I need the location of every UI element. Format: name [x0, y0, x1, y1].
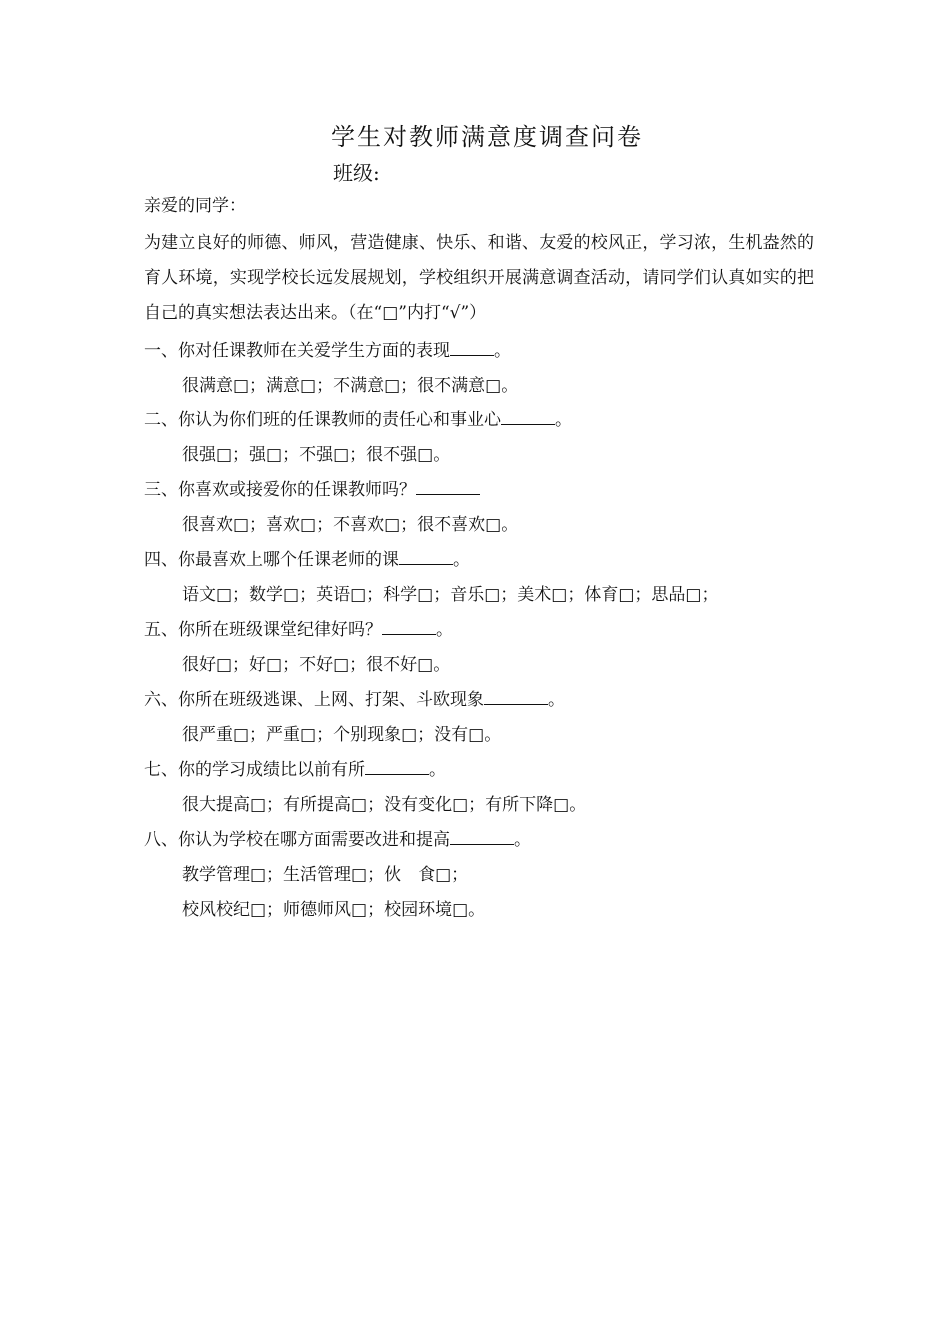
question-4 — [144, 546, 470, 574]
question-8-options-row-1[interactable]: 教学管理□；生活管理□；伙 食□； — [182, 865, 469, 885]
question-2 — [144, 406, 572, 434]
question-suffix: 。 — [514, 830, 531, 850]
question-3 — [144, 476, 480, 504]
class-label: 班级: — [333, 161, 380, 185]
question-suffix: 。 — [494, 341, 511, 361]
answer-blank[interactable] — [501, 406, 555, 425]
question-8 — [144, 826, 531, 854]
answer-blank[interactable] — [399, 546, 453, 565]
question-1 — [144, 337, 511, 365]
question-5 — [144, 616, 453, 644]
question-6 — [144, 686, 565, 714]
question-text: 七、你的学习成绩比以前有所 — [144, 760, 365, 780]
intro-paragraph: 为建立良好的师德、师风，营造健康、快乐、和谐、友爱的校风正，学习浓，生机盎然的育人环境，实现学校长远发展规划，学校组织开展满意调查活动，请同学们认真如实的把自己的真实想法表达出来。（在“□”内打“√”） — [144, 233, 814, 323]
question-3-options[interactable]: 很喜欢□；喜欢□；不喜欢□；很不喜欢□。 — [182, 515, 519, 535]
answer-blank[interactable] — [450, 337, 494, 356]
question-text: 八、你认为学校在哪方面需要改进和提高 — [144, 830, 450, 850]
question-suffix: 。 — [436, 620, 453, 640]
question-7 — [144, 756, 446, 784]
question-text: 二、你认为你们班的任课教师的责任心和事业心 — [144, 410, 501, 430]
question-2-options[interactable]: 很强□；强□；不强□；很不强□。 — [182, 445, 451, 465]
answer-blank[interactable] — [484, 686, 548, 705]
question-text: 六、你所在班级逃课、上网、打架、斗欧现象 — [144, 690, 484, 710]
question-suffix: 。 — [429, 760, 446, 780]
question-text: 四、你最喜欢上哪个任课老师的课 — [144, 550, 399, 570]
question-text: 三、你喜欢或接爱你的任课教师吗？ — [144, 480, 416, 500]
answer-blank[interactable] — [450, 826, 514, 845]
question-suffix: 。 — [555, 410, 572, 430]
question-5-options[interactable]: 很好□；好□；不好□；很不好□。 — [182, 655, 451, 675]
page-title: 学生对教师满意度调查问卷 — [331, 123, 643, 151]
question-8-options-row-2[interactable]: 校风校纪□；师德师风□；校园环境□。 — [182, 900, 486, 920]
greeting: 亲爱的同学： — [144, 196, 246, 216]
question-7-options[interactable]: 很大提高□；有所提高□；没有变化□；有所下降□。 — [182, 795, 587, 815]
answer-blank[interactable] — [382, 616, 436, 635]
question-suffix: 。 — [453, 550, 470, 570]
question-text: 一、你对任课教师在关爱学生方面的表现 — [144, 341, 450, 361]
question-1-options[interactable]: 很满意□；满意□；不满意□；很不满意□。 — [182, 376, 519, 396]
question-suffix: 。 — [548, 690, 565, 710]
question-4-options[interactable]: 语文□；数学□；英语□；科学□；音乐□；美术□；体育□；思品□； — [182, 585, 719, 605]
question-text: 五、你所在班级课堂纪律好吗？ — [144, 620, 382, 640]
answer-blank[interactable] — [416, 476, 480, 495]
answer-blank[interactable] — [365, 756, 429, 775]
question-6-options[interactable]: 很严重□；严重□；个别现象□；没有□。 — [182, 725, 502, 745]
